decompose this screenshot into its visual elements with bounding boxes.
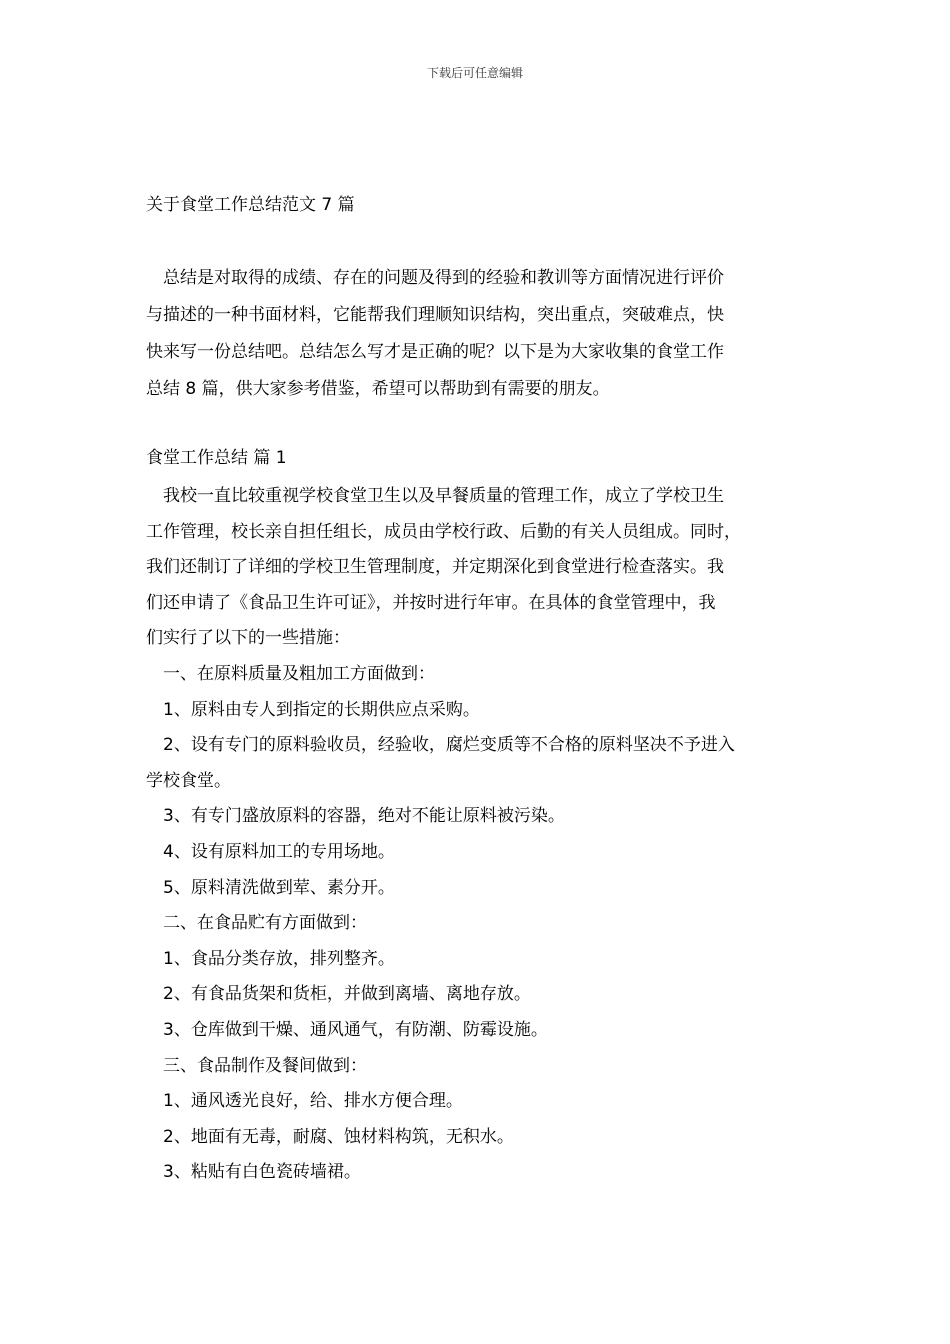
body-line: 2、有食品货架和货柜，并做到离墙、离地存放。 (146, 984, 531, 1005)
page-header: 下载后可任意编辑 (426, 66, 523, 80)
body-line: 一、在原料质量及粗加工方面做到： (146, 663, 435, 684)
section-title: 食堂工作总结 篇 1 (146, 448, 287, 468)
body-line: 工作管理，校长亲自担任组长，成员由学校行政、后勤的有关人员组成。同时， (146, 521, 741, 542)
intro-line: 与描述的一种书面材料，它能帮我们理顺知识结构，突出重点，突破难点，快 (146, 305, 724, 325)
body-line: 3、有专门盛放原料的容器，绝对不能让原料被污染。 (146, 806, 565, 827)
body-line: 3、粘贴有白色瓷砖墙裙。 (146, 1162, 361, 1183)
body-line: 5、原料清洗做到荤、素分开。 (146, 877, 395, 898)
body-line: 二、在食品贮有方面做到： (146, 913, 367, 934)
body-line: 们实行了以下的一些措施： (146, 628, 350, 649)
intro-paragraph (146, 260, 816, 408)
body-line: 1、原料由专人到指定的长期供应点采购。 (146, 699, 480, 720)
intro-line: 总结 8 篇，供大家参考借鉴，希望可以帮助到有需要的朋友。 (146, 379, 610, 399)
intro-line: 快来写一份总结吧。总结怎么写才是正确的呢？以下是为大家收集的食堂工作 (146, 342, 724, 362)
document-title: 关于食堂工作总结范文 7 篇 (146, 195, 355, 215)
section-body (146, 479, 826, 1191)
body-line: 2、设有专门的原料验收员，经验收，腐烂变质等不合格的原料坚决不予进入 (146, 735, 735, 756)
body-line: 1、食品分类存放，排列整齐。 (146, 948, 395, 969)
body-line: 学校食堂。 (146, 770, 231, 791)
body-line: 1、通风透光良好，给、排水方便合理。 (146, 1091, 463, 1112)
body-line: 们还申请了《食品卫生许可证》，并按时进行年审。在具体的食堂管理中，我 (146, 592, 716, 613)
body-line: 4、设有原料加工的专用场地。 (146, 841, 395, 862)
body-line: 2、地面有无毒，耐腐、蚀材料构筑，无积水。 (146, 1126, 514, 1147)
body-line: 三、食品制作及餐间做到： (146, 1055, 367, 1076)
intro-line: 总结是对取得的成绩、存在的问题及得到的经验和教训等方面情况进行评价 (146, 268, 724, 288)
body-line: 我校一直比较重视学校食堂卫生以及早餐质量的管理工作，成立了学校卫生 (146, 486, 724, 506)
body-line: 我们还制订了详细的学校卫生管理制度，并定期深化到食堂进行检查落实。我 (146, 557, 724, 578)
body-line: 3、仓库做到干燥、通风通气，有防潮、防霉设施。 (146, 1019, 548, 1040)
